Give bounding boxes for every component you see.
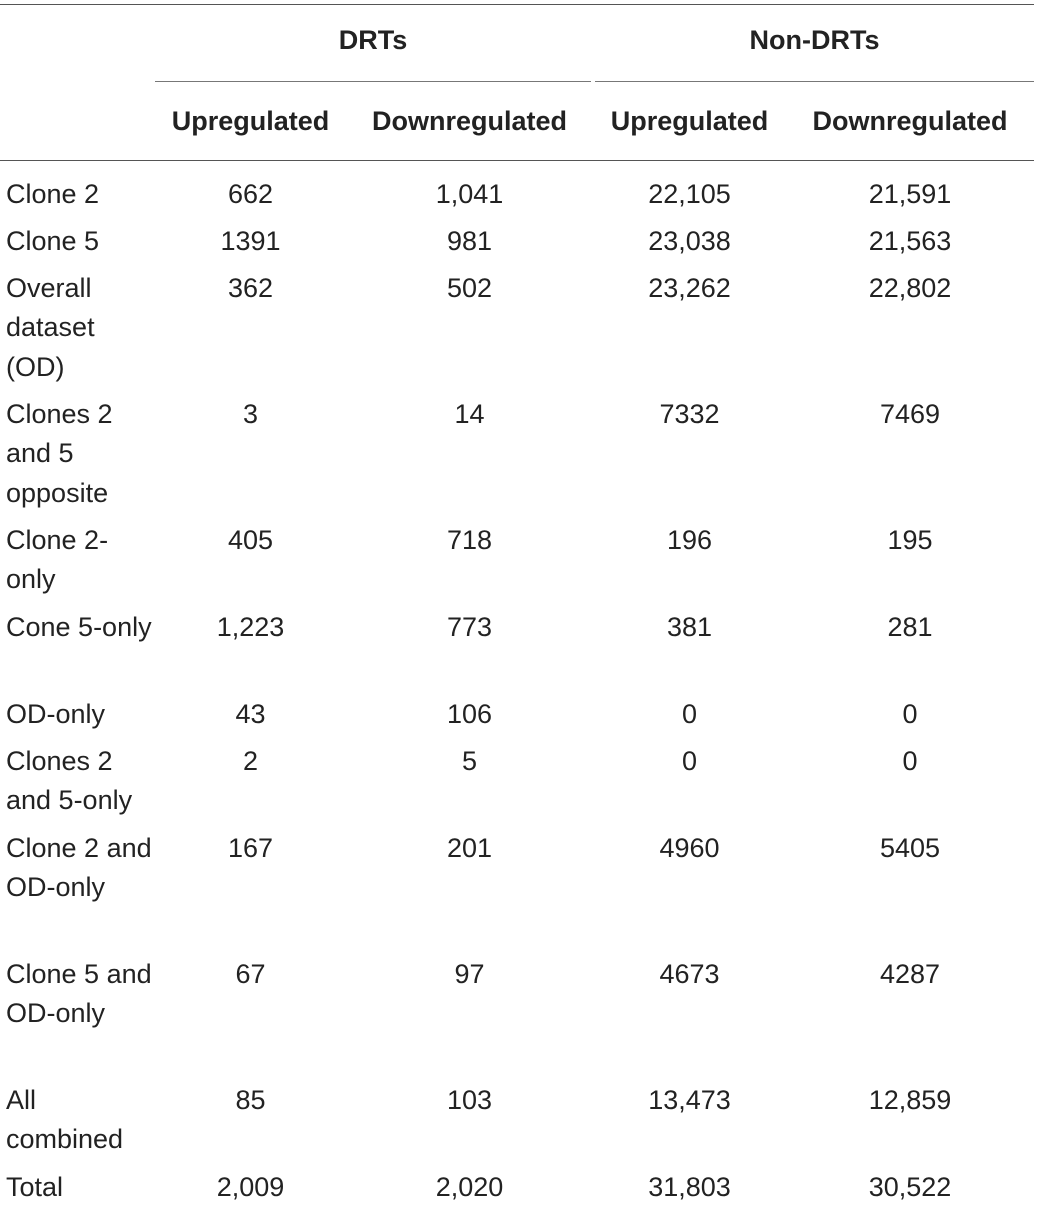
cell-drts-down: 773 [446,611,493,642]
sub-header-non-drts-downregulated: Downregulated [786,81,1034,160]
cell-drts-down: 106 [446,698,493,729]
cell-drts-down: 103 [446,1084,493,1115]
row-label: Clones 2 and 5 opposite [6,398,113,508]
row-label: Clone 5 and OD-only [6,958,152,1028]
cell-drts-down: 718 [446,524,493,555]
row-label: OD-only [6,698,106,729]
table-row [0,222,1034,269]
row-label: Clones 2 and 5-only [6,745,133,815]
row-label: Clone 2 [6,178,100,209]
cell-drts-up: 43 [235,698,266,729]
cell-drts-down: 201 [446,832,493,863]
cell-non-drts-down: 0 [902,698,918,729]
cell-non-drts-up: 0 [681,698,698,729]
group-header-row [0,5,1034,81]
cell-non-drts-down: 12,859 [868,1084,952,1115]
row-label: Overall dataset (OD) [6,272,95,382]
row-label: Clone 5 [6,225,100,256]
table-row [0,742,1034,829]
row-label: Clone 2-only [6,524,109,594]
cell-drts-up: 167 [227,832,274,863]
sub-header-non-drts-upregulated: Upregulated [593,81,786,160]
table-row [0,695,1034,742]
data-table [0,4,1034,1215]
cell-non-drts-down: 0 [902,745,918,776]
cell-non-drts-up: 4673 [659,958,720,989]
table-row [0,608,1034,695]
cell-drts-down: 97 [454,958,485,989]
sub-header-drts-downregulated: Downregulated [346,81,593,160]
cell-non-drts-up: 4960 [659,832,720,863]
cell-non-drts-up: 23,038 [648,225,731,256]
cell-non-drts-up: 196 [666,524,713,555]
cell-non-drts-down: 21,563 [868,225,952,256]
cell-non-drts-up: 7332 [659,398,720,429]
sub-header-drts-upregulated: Upregulated [155,81,346,160]
cell-non-drts-up: 31,803 [648,1171,731,1202]
cell-drts-down: 14 [454,398,485,429]
header-empty-cell [0,81,155,160]
row-label: Clone 2 and OD-only [6,832,152,902]
table-row [0,160,1034,222]
cell-non-drts-up: 23,262 [648,272,731,303]
cell-non-drts-down: 21,591 [868,178,952,209]
cell-non-drts-down: 195 [887,524,933,555]
cell-drts-up: 362 [227,272,274,303]
cell-non-drts-up: 381 [666,611,713,642]
cell-non-drts-down: 30,522 [868,1171,952,1202]
cell-non-drts-up: 13,473 [648,1084,731,1115]
cell-non-drts-down: 4287 [879,958,941,989]
table-row [0,521,1034,608]
cell-non-drts-down: 22,802 [868,272,952,303]
cell-drts-up: 662 [227,178,274,209]
cell-drts-up: 2 [242,745,259,776]
cell-drts-up: 3 [242,398,259,429]
table-header [0,5,1034,161]
cell-drts-up: 1391 [220,225,281,256]
table-row [0,269,1034,395]
table-row [0,955,1034,1081]
table-row [0,395,1034,521]
table-row-total [0,1168,1034,1215]
cell-drts-up: 2,009 [216,1171,285,1202]
sub-header-row [0,81,1034,160]
cell-drts-down: 5 [461,745,478,776]
cell-drts-down: 2,020 [435,1171,504,1202]
cell-drts-up: 67 [235,958,266,989]
cell-drts-down: 1,041 [435,178,504,209]
header-empty-cell [0,5,155,81]
cell-drts-up: 1,223 [216,611,285,642]
cell-drts-up: 85 [235,1084,266,1115]
cell-drts-down: 981 [446,225,493,256]
table-row [0,829,1034,955]
table-row [0,1081,1034,1168]
cell-non-drts-down: 7469 [879,398,941,429]
cell-drts-up: 405 [227,524,274,555]
cell-non-drts-down: 281 [887,611,933,642]
cell-non-drts-up: 0 [681,745,698,776]
cell-drts-down: 502 [446,272,493,303]
cell-non-drts-down: 5405 [879,832,941,863]
row-label: Total [6,1171,64,1202]
cell-non-drts-up: 22,105 [648,178,731,209]
row-label: Cone 5-only [6,611,152,642]
table-body [0,160,1034,1215]
group-header-drts: DRTs [155,5,593,81]
row-label: All combined [6,1084,124,1154]
group-header-non-drts: Non-DRTs [593,5,1034,81]
